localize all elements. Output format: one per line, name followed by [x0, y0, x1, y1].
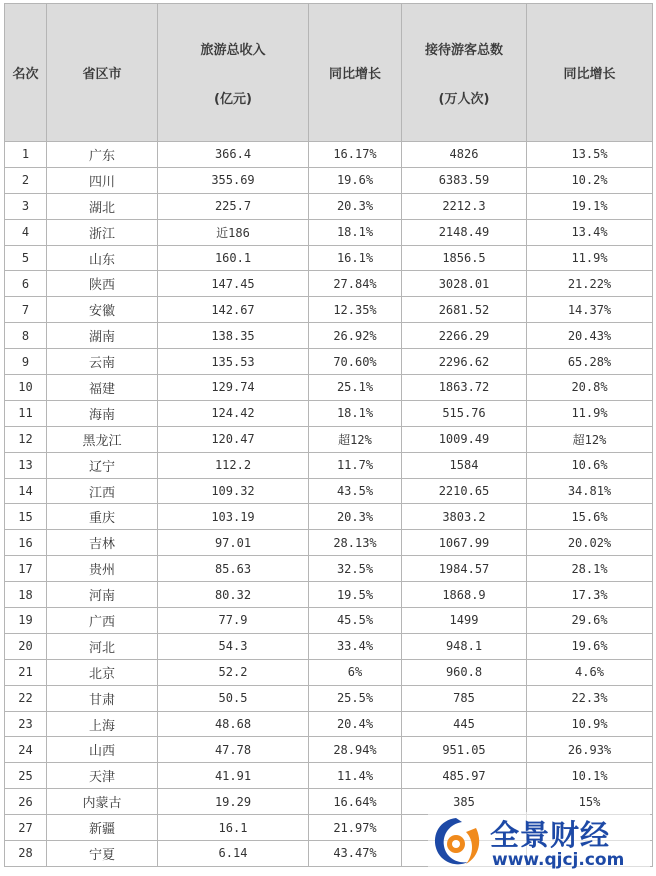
tourism-ranking-table: [4, 3, 653, 867]
table-row: [5, 504, 653, 530]
cell-visitors: 1009.49: [402, 426, 527, 452]
cell-visitors-growth: 28.1%: [527, 556, 653, 582]
cell-visitors: 785: [402, 685, 527, 711]
cell-rank: 8: [5, 323, 47, 349]
table-row: [5, 789, 653, 815]
header-revenue-title: 旅游总收入: [200, 42, 266, 58]
cell-revenue: 109.32: [158, 478, 309, 504]
cell-revenue: 129.74: [158, 375, 309, 401]
cell-revenue-growth: 16.1%: [309, 245, 402, 271]
cell-revenue: 77.9: [158, 608, 309, 634]
cell-province: 吉林: [47, 530, 158, 556]
table-row: [5, 478, 653, 504]
cell-revenue-growth: 43.5%: [309, 478, 402, 504]
cell-revenue: 47.78: [158, 737, 309, 763]
table-body: [5, 142, 653, 867]
cell-revenue: 52.2: [158, 659, 309, 685]
cell-revenue-growth: 19.5%: [309, 582, 402, 608]
cell-visitors-growth: 10.1%: [527, 763, 653, 789]
header-visitors-unit: (万人次): [438, 91, 490, 107]
cell-revenue-growth: 19.6%: [309, 167, 402, 193]
cell-revenue-growth: 27.84%: [309, 271, 402, 297]
cell-revenue: 19.29: [158, 789, 309, 815]
cell-rank: 7: [5, 297, 47, 323]
table-row: [5, 711, 653, 737]
cell-visitors: 2210.65: [402, 478, 527, 504]
cell-revenue: 54.3: [158, 633, 309, 659]
cell-revenue: 6.14: [158, 841, 309, 867]
cell-visitors: 951.05: [402, 737, 527, 763]
table-row: [5, 349, 653, 375]
table-row: [5, 219, 653, 245]
cell-province: 浙江: [47, 219, 158, 245]
cell-rank: 10: [5, 375, 47, 401]
cell-visitors-growth: 15.6%: [527, 504, 653, 530]
table-row: [5, 245, 653, 271]
cell-revenue-growth: 20.3%: [309, 504, 402, 530]
cell-revenue-growth: 70.60%: [309, 349, 402, 375]
table-row: [5, 297, 653, 323]
header-revenue-growth: 同比增长: [309, 4, 402, 142]
cell-visitors-growth: 11.9%: [527, 245, 653, 271]
cell-visitors: 515.76: [402, 400, 527, 426]
cell-revenue-growth: 43.47%: [309, 841, 402, 867]
cell-visitors-growth: 17.3%: [527, 582, 653, 608]
cell-rank: 12: [5, 426, 47, 452]
cell-revenue-growth: 20.4%: [309, 711, 402, 737]
cell-visitors: 4826: [402, 142, 527, 168]
header-revenue-unit: (亿元): [214, 91, 252, 107]
cell-revenue: 142.67: [158, 297, 309, 323]
cell-revenue: 138.35: [158, 323, 309, 349]
header-visitors: [402, 4, 527, 142]
cell-revenue-growth: 20.3%: [309, 193, 402, 219]
cell-revenue-growth: 33.4%: [309, 633, 402, 659]
table-row: [5, 530, 653, 556]
cell-revenue: 120.47: [158, 426, 309, 452]
table-row: [5, 633, 653, 659]
cell-rank: 13: [5, 452, 47, 478]
cell-visitors: 3028.01: [402, 271, 527, 297]
cell-rank: 5: [5, 245, 47, 271]
table-row: [5, 737, 653, 763]
cell-province: 河北: [47, 633, 158, 659]
cell-visitors-growth: 13.5%: [527, 142, 653, 168]
cell-revenue: 225.7: [158, 193, 309, 219]
cell-rank: 28: [5, 841, 47, 867]
cell-visitors-growth: 13.4%: [527, 219, 653, 245]
cell-visitors-growth: 11.9%: [527, 400, 653, 426]
table-row: [5, 685, 653, 711]
cell-province: 重庆: [47, 504, 158, 530]
cell-province: 湖北: [47, 193, 158, 219]
cell-rank: 20: [5, 633, 47, 659]
cell-revenue-growth: 26.92%: [309, 323, 402, 349]
table-row: [5, 608, 653, 634]
table-row: [5, 763, 653, 789]
cell-province: 四川: [47, 167, 158, 193]
cell-rank: 3: [5, 193, 47, 219]
cell-visitors: 2681.52: [402, 297, 527, 323]
cell-visitors: 2296.62: [402, 349, 527, 375]
cell-rank: 2: [5, 167, 47, 193]
table-row: [5, 452, 653, 478]
cell-visitors-growth: 15%: [527, 789, 653, 815]
cell-rank: 27: [5, 815, 47, 841]
cell-visitors: 948.1: [402, 633, 527, 659]
cell-visitors: 2266.29: [402, 323, 527, 349]
cell-visitors-growth: 4.6%: [527, 659, 653, 685]
cell-revenue-growth: 21.97%: [309, 815, 402, 841]
cell-province: 甘肃: [47, 685, 158, 711]
cell-visitors: 2148.49: [402, 219, 527, 245]
cell-province: 宁夏: [47, 841, 158, 867]
cell-revenue: 147.45: [158, 271, 309, 297]
cell-province: 内蒙古: [47, 789, 158, 815]
cell-revenue: 103.19: [158, 504, 309, 530]
cell-province: 北京: [47, 659, 158, 685]
table-row: [5, 271, 653, 297]
cell-visitors: 2212.3: [402, 193, 527, 219]
cell-province: 江西: [47, 478, 158, 504]
table-row: [5, 375, 653, 401]
cell-revenue: 366.4: [158, 142, 309, 168]
cell-visitors: 6383.59: [402, 167, 527, 193]
table-row: [5, 167, 653, 193]
cell-province: 云南: [47, 349, 158, 375]
cell-revenue: 48.68: [158, 711, 309, 737]
cell-revenue-growth: 28.94%: [309, 737, 402, 763]
cell-province: 山东: [47, 245, 158, 271]
cell-province: 湖南: [47, 323, 158, 349]
cell-visitors-growth: 26.93%: [527, 737, 653, 763]
cell-revenue: 41.91: [158, 763, 309, 789]
cell-revenue: 355.69: [158, 167, 309, 193]
cell-revenue-growth: 超12%: [309, 426, 402, 452]
cell-province: 海南: [47, 400, 158, 426]
cell-visitors-growth: 14.37%: [527, 297, 653, 323]
cell-rank: 25: [5, 763, 47, 789]
cell-revenue-growth: 32.5%: [309, 556, 402, 582]
cell-visitors: 385: [402, 789, 527, 815]
cell-visitors-growth: 20.8%: [527, 375, 653, 401]
header-province: 省区市: [47, 4, 158, 142]
cell-visitors-growth: 10.2%: [527, 167, 653, 193]
cell-province: 福建: [47, 375, 158, 401]
cell-visitors: 960.8: [402, 659, 527, 685]
header-revenue: [158, 4, 309, 142]
header-row: [5, 4, 653, 142]
cell-visitors-growth: 20.43%: [527, 323, 653, 349]
cell-province: 上海: [47, 711, 158, 737]
cell-revenue: 50.5: [158, 685, 309, 711]
cell-visitors: 1868.9: [402, 582, 527, 608]
cell-visitors-growth: 19.1%: [527, 193, 653, 219]
cell-province: 山西: [47, 737, 158, 763]
header-visitors-growth: 同比增长: [527, 4, 653, 142]
table-row: [5, 556, 653, 582]
cell-rank: 16: [5, 530, 47, 556]
cell-visitors: 1984.57: [402, 556, 527, 582]
cell-visitors-growth: 29.6%: [527, 608, 653, 634]
cell-rank: 1: [5, 142, 47, 168]
cell-revenue-growth: 25.1%: [309, 375, 402, 401]
cell-rank: 26: [5, 789, 47, 815]
cell-province: 陕西: [47, 271, 158, 297]
cell-province: 安徽: [47, 297, 158, 323]
cell-visitors: 1856.5: [402, 245, 527, 271]
table-row: [5, 400, 653, 426]
cell-revenue: 80.32: [158, 582, 309, 608]
header-rank: 名次: [5, 4, 47, 142]
cell-revenue: 124.42: [158, 400, 309, 426]
cell-revenue: 160.1: [158, 245, 309, 271]
cell-visitors: 1584: [402, 452, 527, 478]
table-row: [5, 426, 653, 452]
cell-visitors-growth: 10.9%: [527, 711, 653, 737]
cell-revenue: 16.1: [158, 815, 309, 841]
cell-rank: 22: [5, 685, 47, 711]
cell-revenue: 85.63: [158, 556, 309, 582]
cell-rank: 23: [5, 711, 47, 737]
cell-revenue: 135.53: [158, 349, 309, 375]
table-row: [5, 142, 653, 168]
table-row: [5, 193, 653, 219]
table-row: [5, 659, 653, 685]
cell-rank: 6: [5, 271, 47, 297]
cell-revenue-growth: 18.1%: [309, 219, 402, 245]
cell-visitors-growth: 10.6%: [527, 452, 653, 478]
cell-rank: 9: [5, 349, 47, 375]
cell-visitors: 1499: [402, 608, 527, 634]
cell-visitors: 1067.99: [402, 530, 527, 556]
cell-visitors: 1863.72: [402, 375, 527, 401]
cell-province: 广东: [47, 142, 158, 168]
cell-visitors-growth: 21.22%: [527, 271, 653, 297]
cell-revenue: 97.01: [158, 530, 309, 556]
cell-visitors: 445: [402, 711, 527, 737]
logo-url: www.qjcj.com: [492, 850, 625, 870]
cell-revenue-growth: 12.35%: [309, 297, 402, 323]
cell-rank: 19: [5, 608, 47, 634]
cell-revenue: 近186: [158, 219, 309, 245]
cell-visitors-growth: 19.6%: [527, 633, 653, 659]
cell-visitors-growth: 超12%: [527, 426, 653, 452]
cell-province: 新疆: [47, 815, 158, 841]
cell-visitors: 3803.2: [402, 504, 527, 530]
cell-revenue-growth: 25.5%: [309, 685, 402, 711]
cell-revenue-growth: 11.7%: [309, 452, 402, 478]
cell-rank: 14: [5, 478, 47, 504]
table-row: [5, 323, 653, 349]
cell-visitors-growth: 20.02%: [527, 530, 653, 556]
cell-province: 辽宁: [47, 452, 158, 478]
cell-visitors-growth: 65.28%: [527, 349, 653, 375]
cell-rank: 11: [5, 400, 47, 426]
cell-rank: 4: [5, 219, 47, 245]
cell-revenue-growth: 6%: [309, 659, 402, 685]
cell-visitors-growth: 34.81%: [527, 478, 653, 504]
cell-revenue-growth: 11.4%: [309, 763, 402, 789]
logo-name: 全景财经: [490, 818, 611, 852]
cell-rank: 21: [5, 659, 47, 685]
cell-province: 天津: [47, 763, 158, 789]
cell-province: 广西: [47, 608, 158, 634]
logo-swirl-icon: [428, 814, 484, 870]
cell-revenue-growth: 16.64%: [309, 789, 402, 815]
cell-rank: 17: [5, 556, 47, 582]
cell-rank: 24: [5, 737, 47, 763]
cell-revenue-growth: 28.13%: [309, 530, 402, 556]
table-row: [5, 582, 653, 608]
cell-revenue-growth: 16.17%: [309, 142, 402, 168]
cell-revenue-growth: 45.5%: [309, 608, 402, 634]
cell-province: 黑龙江: [47, 426, 158, 452]
cell-visitors-growth: 22.3%: [527, 685, 653, 711]
cell-province: 河南: [47, 582, 158, 608]
cell-province: 贵州: [47, 556, 158, 582]
header-visitors-title: 接待游客总数: [424, 42, 503, 58]
cell-rank: 15: [5, 504, 47, 530]
cell-rank: 18: [5, 582, 47, 608]
watermark-logo: [428, 812, 650, 872]
cell-visitors: 485.97: [402, 763, 527, 789]
cell-revenue: 112.2: [158, 452, 309, 478]
cell-revenue-growth: 18.1%: [309, 400, 402, 426]
